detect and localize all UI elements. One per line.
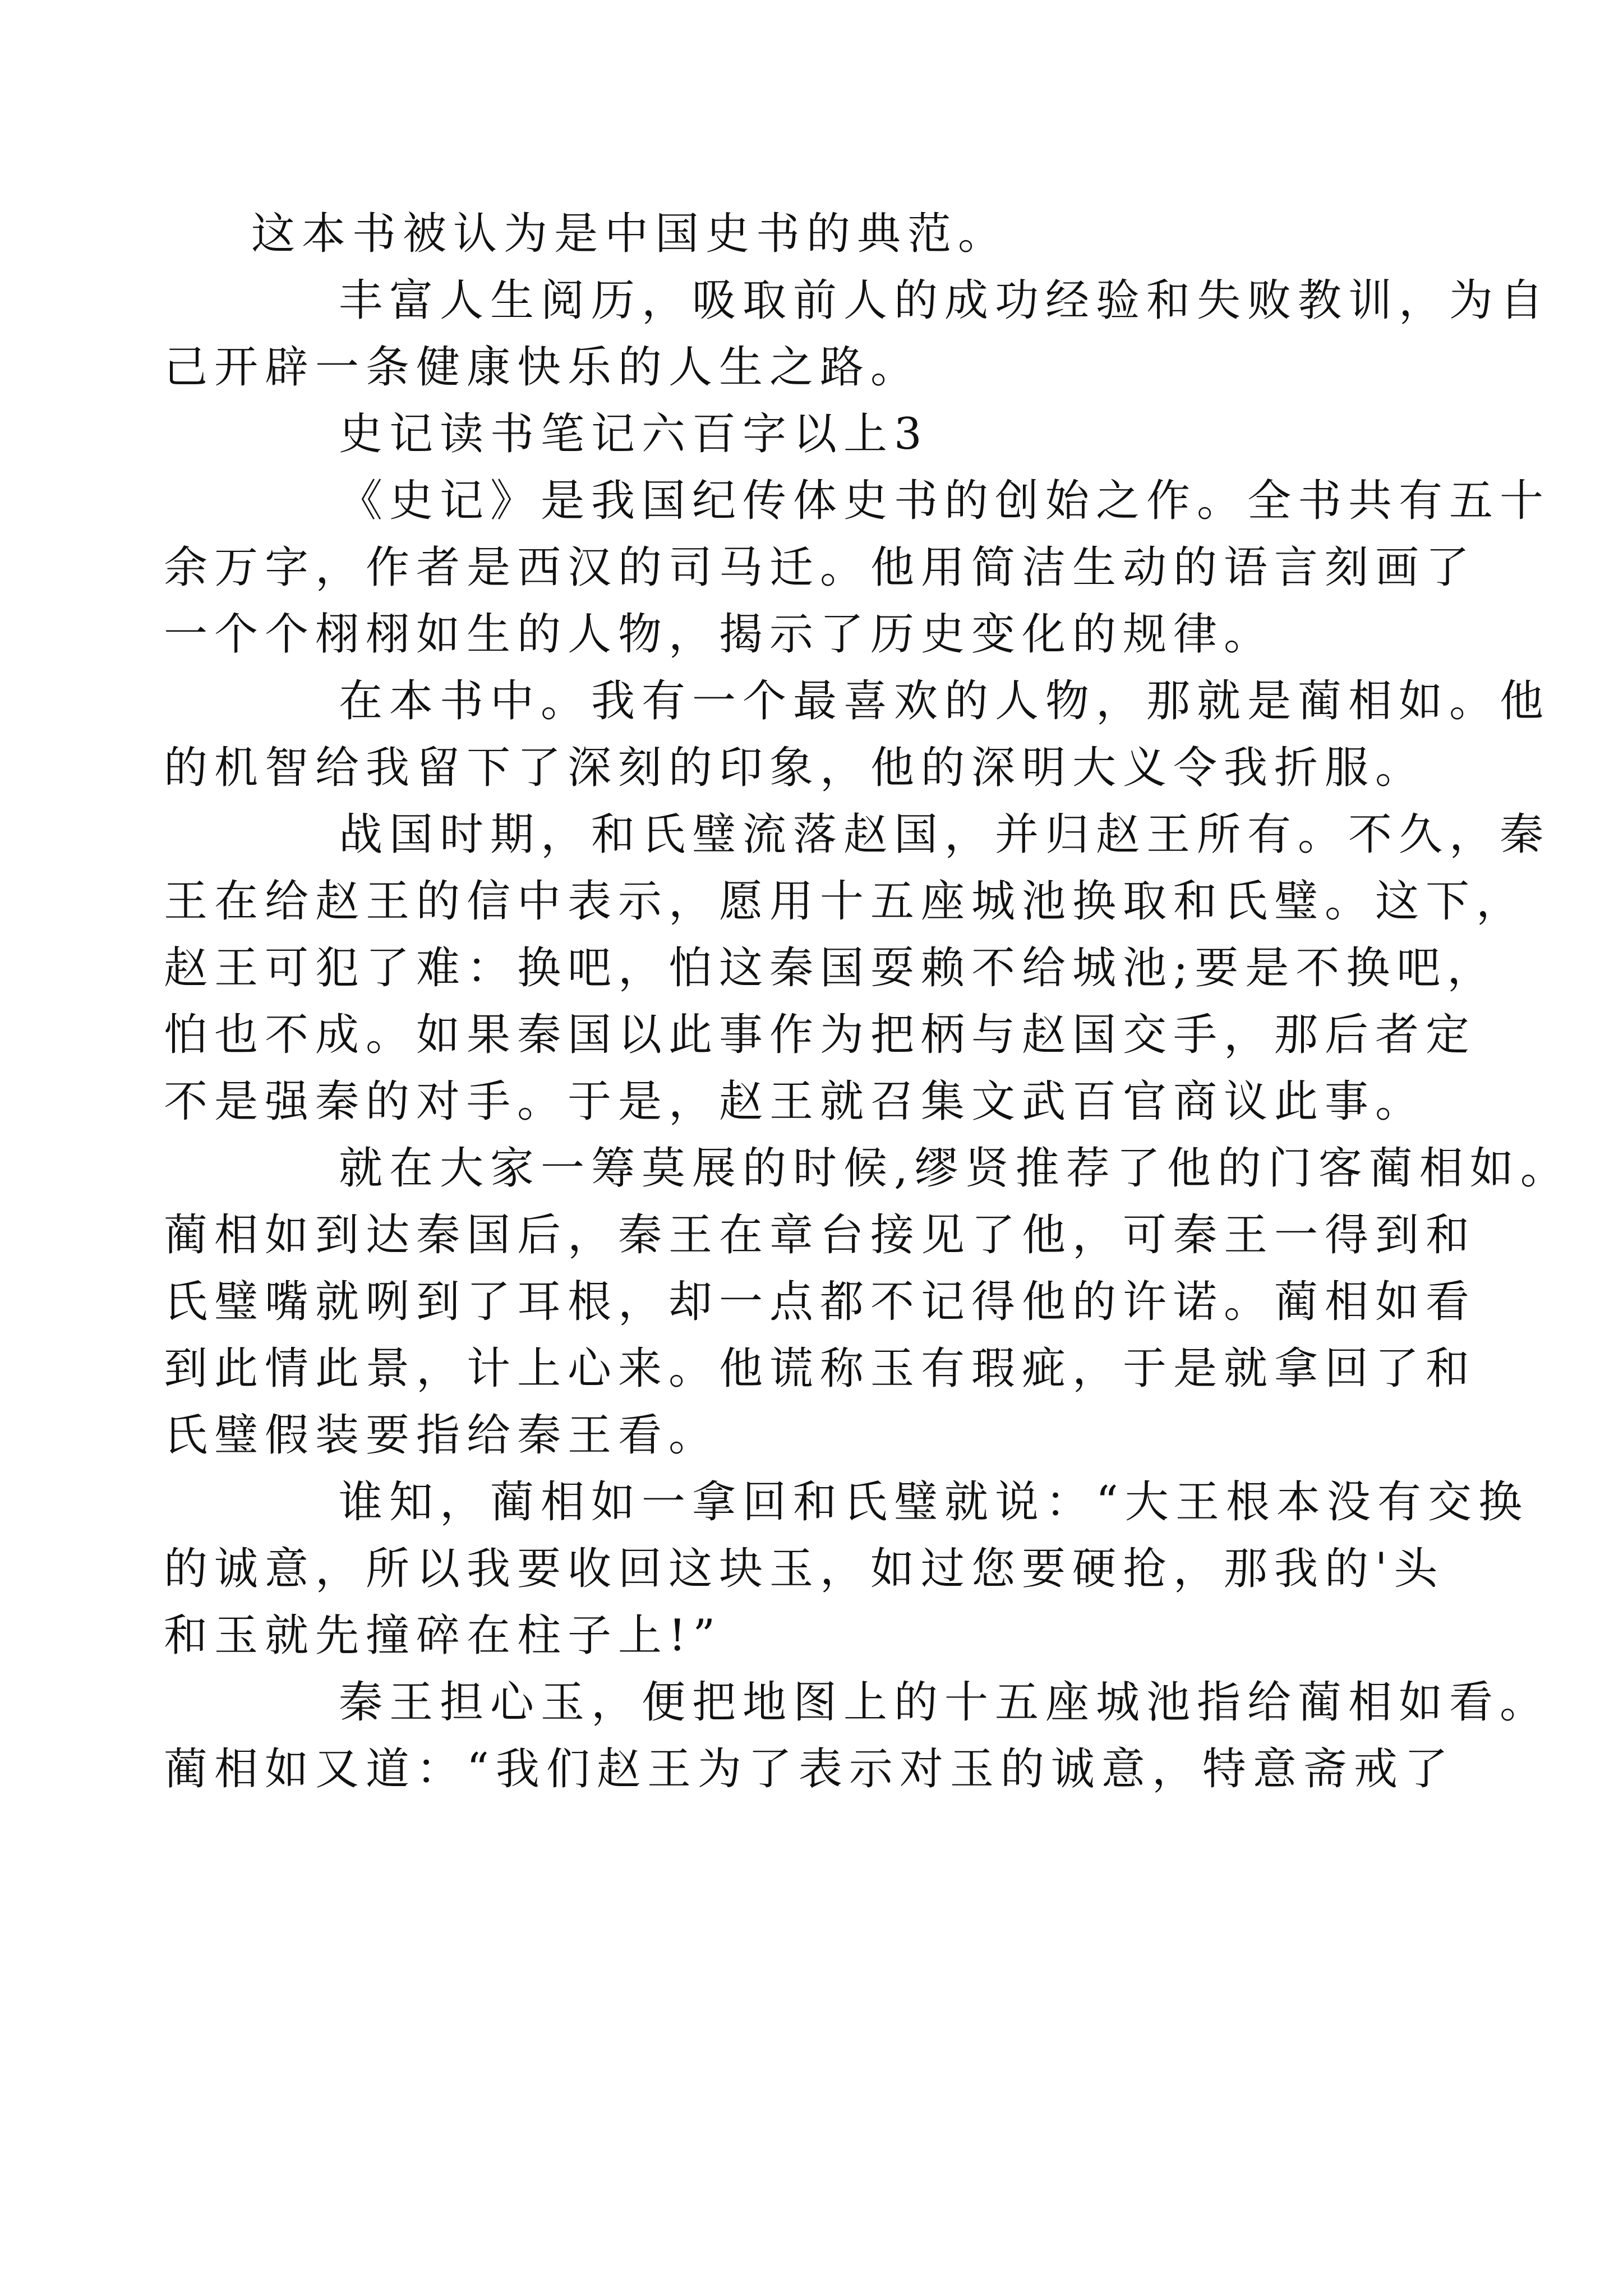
text-line: 《史记》是我国纪传体史书的创始之作。全书共有五十 [339,476,1551,526]
text-line: 一个个栩栩如生的人物，揭示了历史变化的规律。 [164,609,1275,660]
text-line: 战国时期，和氏璧流落赵国，并归赵王所有。不久，秦 [339,809,1551,860]
paragraph [164,1669,1551,1803]
text-line: 到此情此景，计上心来。他谎称玉有瑕疵，于是就拿回了和 [164,1343,1477,1394]
text-line: 秦王担心玉，便把地图上的十五座城池指给蔺相如看。 [339,1677,1551,1728]
text-line: 和玉就先撞碎在柱子上!” [164,1611,722,1661]
paragraph [164,668,1551,802]
text-line: 谁知，蔺相如一拿回和氏璧就说：“大王根本没有交换 [339,1477,1529,1527]
text-line: 史记读书笔记六百字以上3 [339,409,929,459]
text-line: 的机智给我留下了深刻的印象，他的深明大义令我折服。 [164,743,1426,793]
paragraph [164,1135,1571,1469]
paragraph [251,201,1378,268]
text-line: 蔺相如又道：“我们赵王为了表示对玉的诚意，特意斋戒了 [164,1744,1455,1795]
text-line: 赵王可犯了难：换吧，怕这秦国耍赖不给城池;要是不换吧， [164,943,1498,993]
text-line: 氏璧嘴就咧到了耳根，却一点都不记得他的许诺。蔺相如看 [164,1277,1477,1327]
text-line: 这本书被认为是中国史书的典范。 [251,209,1009,259]
text-line: 怕也不成。如果秦国以此事作为把柄与赵国交手，那后者定 [164,1010,1477,1060]
text-line: 丰富人生阅历，吸取前人的成功经验和失败教训，为自 [339,275,1551,326]
text-line: 蔺相如到达秦国后，秦王在章台接见了他，可秦王一得到和 [164,1210,1477,1260]
text-line: 在本书中。我有一个最喜欢的人物，那就是蔺相如。他 [339,676,1551,726]
paragraph [164,468,1551,668]
paragraph [164,268,1551,401]
document-body [164,201,1571,1803]
paragraph [164,1469,1529,1669]
text-line: 就在大家一筹莫展的时候,缪贤推荐了他的门客蔺相如。 [339,1143,1571,1194]
text-line: 王在给赵王的信中表示，愿用十五座城池换取和氏璧。这下， [164,876,1527,927]
text-line: 己开辟一条健康快乐的人生之路。 [164,342,921,393]
text-line: 的诚意，所以我要收回这块玉，如过您要硬抢，那我的'头 [164,1544,1445,1594]
text-line: 余万字，作者是西汉的司马迁。他用简洁生动的语言刻画了 [164,542,1477,593]
section-heading [251,401,1378,468]
text-line: 不是强秦的对手。于是，赵王就召集文武百官商议此事。 [164,1076,1426,1127]
text-line: 氏璧假装要指给秦王看。 [164,1410,720,1461]
paragraph [164,802,1551,1135]
